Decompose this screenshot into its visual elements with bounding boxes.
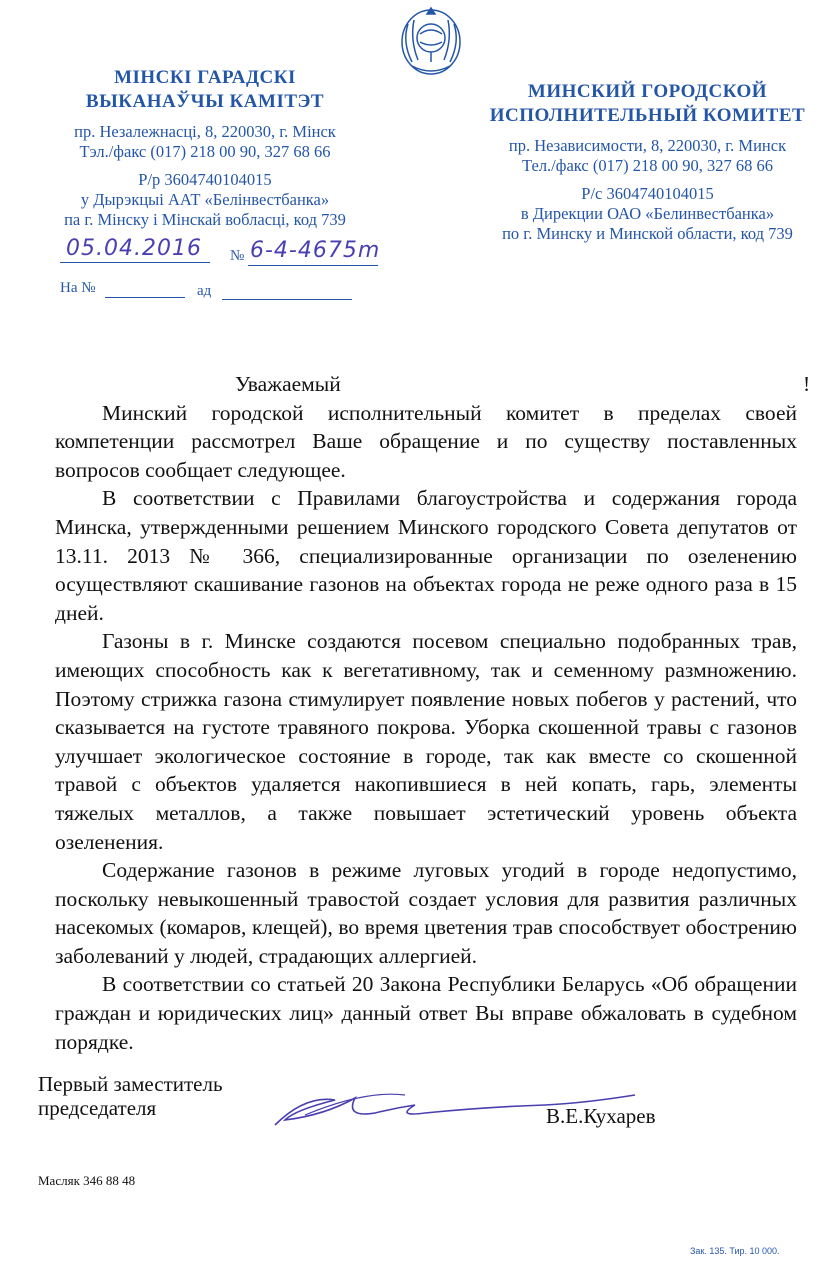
letter-body: [55, 370, 811, 1056]
org-bank-line1: в Дирекции ОАО «Белинвестбанка»: [520, 204, 775, 223]
org-phone: Тэл./факс (017) 218 00 90, 327 68 66: [79, 142, 331, 161]
position-line1: Первый заместитель: [38, 1072, 223, 1096]
org-name-line1: МІНСКІ ГАРАДСКІ: [114, 67, 296, 88]
org-address: пр. Независимости, 8, 220030, г. Минск: [508, 136, 787, 155]
paragraph: В соответствии со статьей 20 Закона Республики Беларусь «Об обращении граждан и юридических лиц» данный ответ Вы вправе обжаловать в судебном порядке.: [55, 972, 797, 1054]
letterhead-belarusian: [40, 66, 370, 230]
number-label: №: [230, 248, 245, 264]
greeting: Уважаемый: [235, 372, 341, 396]
letter-date: 05.04.2016: [66, 236, 202, 261]
from-label: ад: [197, 283, 212, 299]
from-underline: [222, 299, 352, 300]
date-underline: [60, 262, 210, 263]
paragraph: Газоны в г. Минске создаются посевом специально подобранных трав, имеющих способность как к вегетативному, так и семенному размножению. Поэтому стрижка газона стимулирует появление новых побегов у растений, что сказывается на густоте травяного покрова. Уборка скошенной травы с газонов улучшает экологическое состояние в городе, так как вместе со скошенной травой с объектов удаляется накопившиеся в ней копать, гарь, элементы тяжелых металлов, а также повышает эстетический уровень объекта озеленения.: [55, 629, 797, 854]
paragraph: Минский городской исполнительный комитет в пределах своей компетенции рассмотрел Ваше обращение и по существу поставленных вопросов сообщает следующее.: [55, 400, 797, 482]
position-line2: председателя: [38, 1096, 157, 1120]
executor-info: Масляк 346 88 48: [38, 1173, 136, 1188]
greeting-end: !: [803, 372, 811, 396]
reply-to-label: На №: [60, 280, 96, 296]
org-name-line2: ИСПОЛНИТЕЛЬНЫЙ КОМИТЕТ: [489, 105, 806, 126]
org-address: пр. Незалежнасці, 8, 220030, г. Мінск: [74, 122, 336, 141]
letterhead-russian: [475, 80, 820, 244]
reply-to-underline: [105, 297, 185, 298]
coat-of-arms-emblem: [398, 4, 464, 78]
letter-number: 6-4-4675m: [250, 238, 381, 263]
org-bank-line1: у Дырэкцыі ААТ «Белінвестбанка»: [80, 190, 330, 209]
paragraph: В соответствии с Правилами благоустройства и содержания города Минска, утвержденными решением Минского городского Совета депутатов от 13.11. 2013 № 366, специализированные организации по озеленению осуществляют скашивание газонов на объектах города не реже одного раза в 15 дней.: [55, 486, 797, 625]
print-info: Зак. 135. Тир. 10 000.: [690, 1246, 780, 1256]
signatory-name: В.Е.Кухарев: [546, 1104, 656, 1128]
paragraph: Содержание газонов в режиме луговых угодий в городе недопустимо, поскольку невыкошенный травостой создает условия для развития различных насекомых (комаров, клещей), во время цветения трав способствует обострению заболеваний у людей, страдающих аллергией.: [55, 858, 797, 968]
org-phone: Тел./факс (017) 218 00 90, 327 68 66: [522, 156, 773, 175]
org-name-line2: ВЫКАНАЎЧЫ КАМІТЭТ: [85, 91, 325, 112]
org-bank-line2: па г. Мінску і Мінскай вобласці, код 739: [64, 210, 346, 229]
org-account: Р/р 3604740104015: [138, 170, 272, 189]
org-bank-line2: по г. Минску и Минской области, код 739: [502, 224, 793, 243]
org-name-line1: МИНСКИЙ ГОРОДСКОЙ: [527, 81, 768, 102]
org-account: Р/с 3604740104015: [581, 184, 714, 203]
signatory-position: [38, 1072, 223, 1120]
number-underline: [248, 265, 378, 266]
greeting-line: [55, 370, 811, 399]
